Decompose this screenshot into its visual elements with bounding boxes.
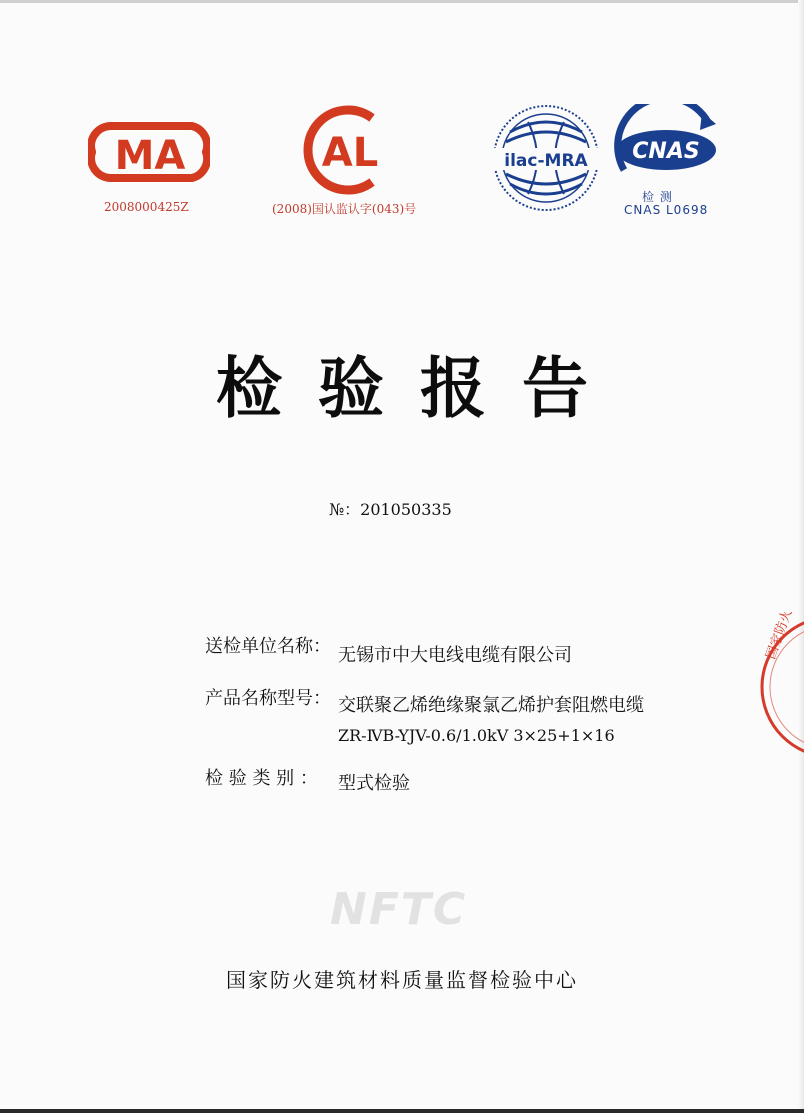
cal-mark-icon [294,104,404,196]
cma-logo [88,120,210,188]
official-seal [752,612,804,766]
product-value: 交联聚乙烯绝缘聚氯乙烯护套阻燃电缆 [338,695,644,716]
cnas-number: CNAS L0698 [624,203,709,217]
cma-mark-text: MA [114,133,186,179]
client-value: 无锡市中大电线电缆有限公司 [338,645,572,666]
cma-mark-icon [88,120,210,184]
ilac-globe-icon [488,102,604,214]
cnas-mark-text: CNAS [632,139,700,164]
nftc-watermark: NFTC [330,884,468,935]
cal-number: (2008)国认监认字(043)号 [272,202,417,216]
cal-logo [294,104,404,200]
cnas-logo [610,104,722,198]
page-title: 检验报告 [216,350,624,427]
category-value: 型式检验 [338,773,410,794]
report-number: №：201050335 [329,500,452,519]
product-model: ZR-ⅣB-YJV-0.6/1.0kV 3×25+1×16 [338,726,615,745]
cal-mark-text: AL [321,130,379,176]
client-label: 送检单位名称： [205,636,331,657]
issuer-name: 国家防火建筑材料质量监督检验中心 [226,968,578,992]
product-label: 产品名称型号： [205,688,331,709]
ilac-mra-logo [488,102,604,218]
cnas-mark-icon [610,104,722,194]
seal-text: 国家防火 [763,612,796,662]
cnas-label: 检 测 [642,190,673,204]
scan-edge-top [0,0,804,3]
ilac-mark-text: ilac-MRA [504,151,588,171]
cma-number: 2008000425Z [104,200,189,214]
category-label: 检 验 类 别 ： [205,768,318,789]
seal-stamp-icon [752,612,804,762]
scan-edge-bottom [0,1109,804,1113]
scan-edge-right [798,0,804,1113]
